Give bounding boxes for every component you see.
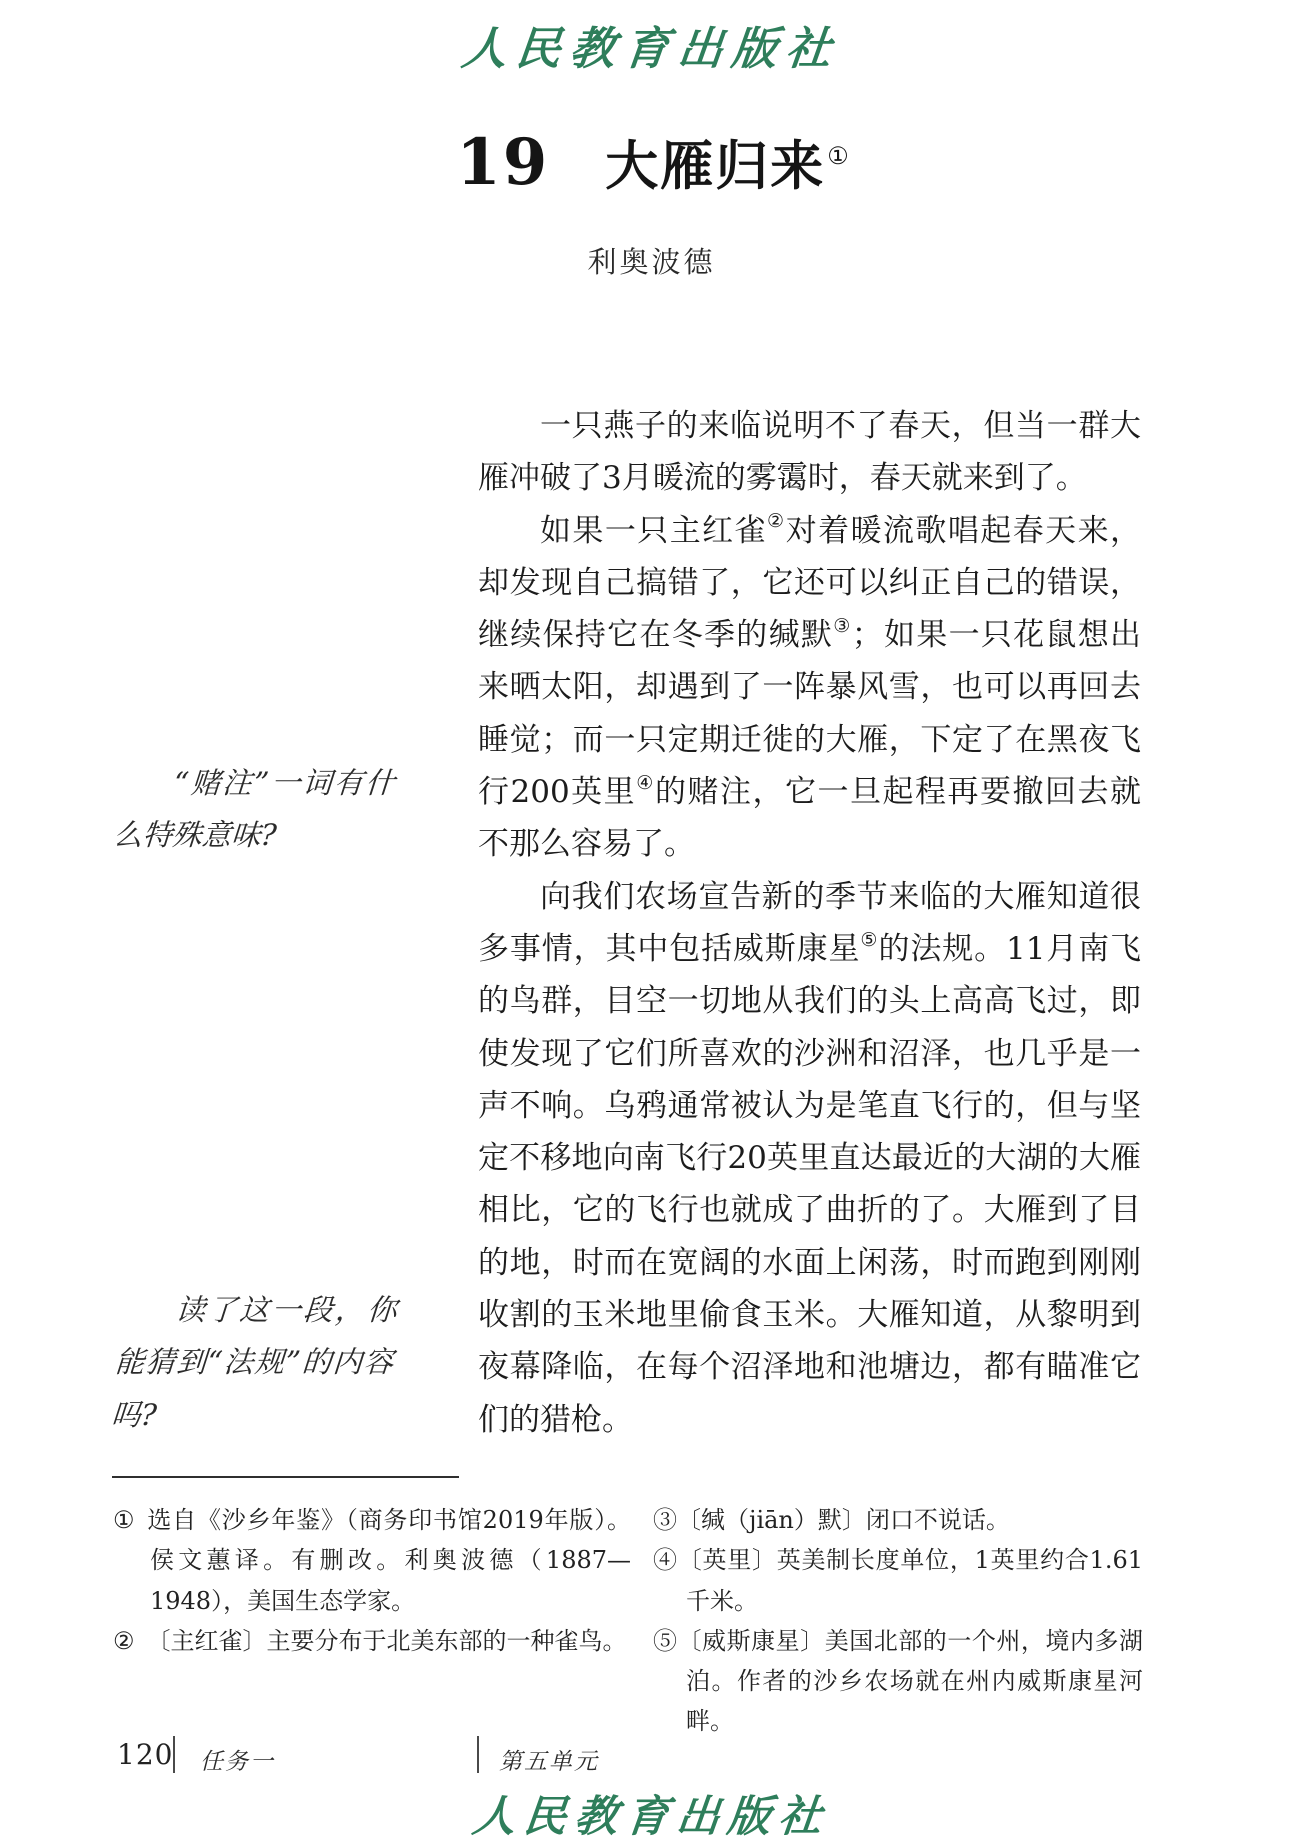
- footnote-item: [113, 1500, 631, 1621]
- footnote-ref: ②: [767, 509, 786, 533]
- footnote-number: ④: [653, 1546, 678, 1575]
- footnote-number: ③: [653, 1506, 677, 1534]
- paragraph: 向我们农场宣告新的季节来临的大雁知道很多事情，其中包括威斯康星⑤的法规。11月南飞的鸟群，目空一切地从我们的头上高高飞过，即使发现了它们所喜欢的沙洲和沼泽，也几乎是一声不响。乌鸦通常被认为是笔直飞行的，但与坚定不移地向南飞行20英里直达最近的大湖的大雁相比，它的飞行也就成了曲折的了。大雁到了目的地，时而在宽阔的水面上闲荡，时而跑到刚刚收割的玉米地里偷食玉米。大雁知道，从黎明到夜幕降临，在每个沼泽地和池塘边，都有瞄准它们的猎枪。: [478, 878, 1142, 1438]
- footer-divider-2: [477, 1736, 479, 1773]
- footnote-ref: ③: [833, 613, 852, 637]
- footnote-item: [113, 1621, 631, 1661]
- footnote-number: ①: [113, 1506, 136, 1534]
- footnote-text: 〔缄（jiān）默〕闭口不说话。: [677, 1506, 1010, 1534]
- footnote-item: [653, 1500, 1143, 1540]
- footnote-text: 选自《沙乡年鉴》（商务印书馆2019年版）。侯文蕙译。有删改。利奥波德（1887—1948），美国生态学家。: [147, 1506, 632, 1615]
- paragraph: 如果一只主红雀②对着暖流歌唱起春天来，却发现自己搞错了，它还可以纠正自己的错误，继续保持它在冬季的缄默③；如果一只花鼠想出来晒太阳，却遇到了一阵暴风雪，也可以再回去睡觉；而一只定期迁徙的大雁，下定了在黑夜飞行200英里④的赌注，它一旦起程再要撤回去就不那么容易了。: [478, 509, 1142, 863]
- footnote-text: 〔威斯康星〕美国北部的一个州，境内多湖泊。作者的沙乡农场就在州内威斯康星河畔。: [677, 1626, 1144, 1736]
- footnote-number: ⑤: [653, 1626, 678, 1655]
- body-text: [478, 400, 1141, 1446]
- footnote-text: 〔英里〕英美制长度单位，1英里约合1.61千米。: [677, 1546, 1143, 1615]
- unit-label: 第五单元: [499, 1749, 599, 1775]
- lesson-number: 19: [456, 125, 550, 200]
- page-number: 120: [117, 1738, 174, 1771]
- publisher-logo-top: 人民教育出版社: [459, 22, 843, 75]
- footnote-ref: ④: [636, 770, 655, 794]
- footnotes-right-column: [653, 1500, 1143, 1742]
- lesson-title-row: [0, 124, 1303, 200]
- footnotes: [113, 1500, 1143, 1742]
- title-footnote-ref: ①: [827, 141, 849, 170]
- footnotes-left-column: [113, 1500, 631, 1742]
- paragraph: 一只燕子的来临说明不了春天，但当一群大雁冲破了3月暖流的雾霭时，春天就来到了。: [478, 408, 1141, 497]
- margin-note: “赌注”一词有什么特殊意味?: [111, 766, 397, 853]
- margin-note: 读了这一段，你能猜到“法规”的内容吗?: [110, 1293, 398, 1432]
- footnote-text: 〔主红雀〕主要分布于北美东部的一种雀鸟。: [146, 1626, 627, 1655]
- footnote-number: ②: [113, 1626, 135, 1655]
- publisher-logo-bottom: 人民教育出版社: [470, 1792, 833, 1842]
- footnote-item: [653, 1621, 1143, 1742]
- lesson-title: 大雁归来: [605, 135, 826, 197]
- page-footer: [0, 1734, 1303, 1778]
- task-label: 任务一: [200, 1749, 275, 1775]
- footnote-divider: [112, 1476, 459, 1478]
- footnote-item: [653, 1540, 1143, 1621]
- author-name: 利奥波德: [587, 245, 716, 279]
- footnote-ref: ⑤: [860, 927, 879, 951]
- footer-divider-1: [173, 1736, 175, 1773]
